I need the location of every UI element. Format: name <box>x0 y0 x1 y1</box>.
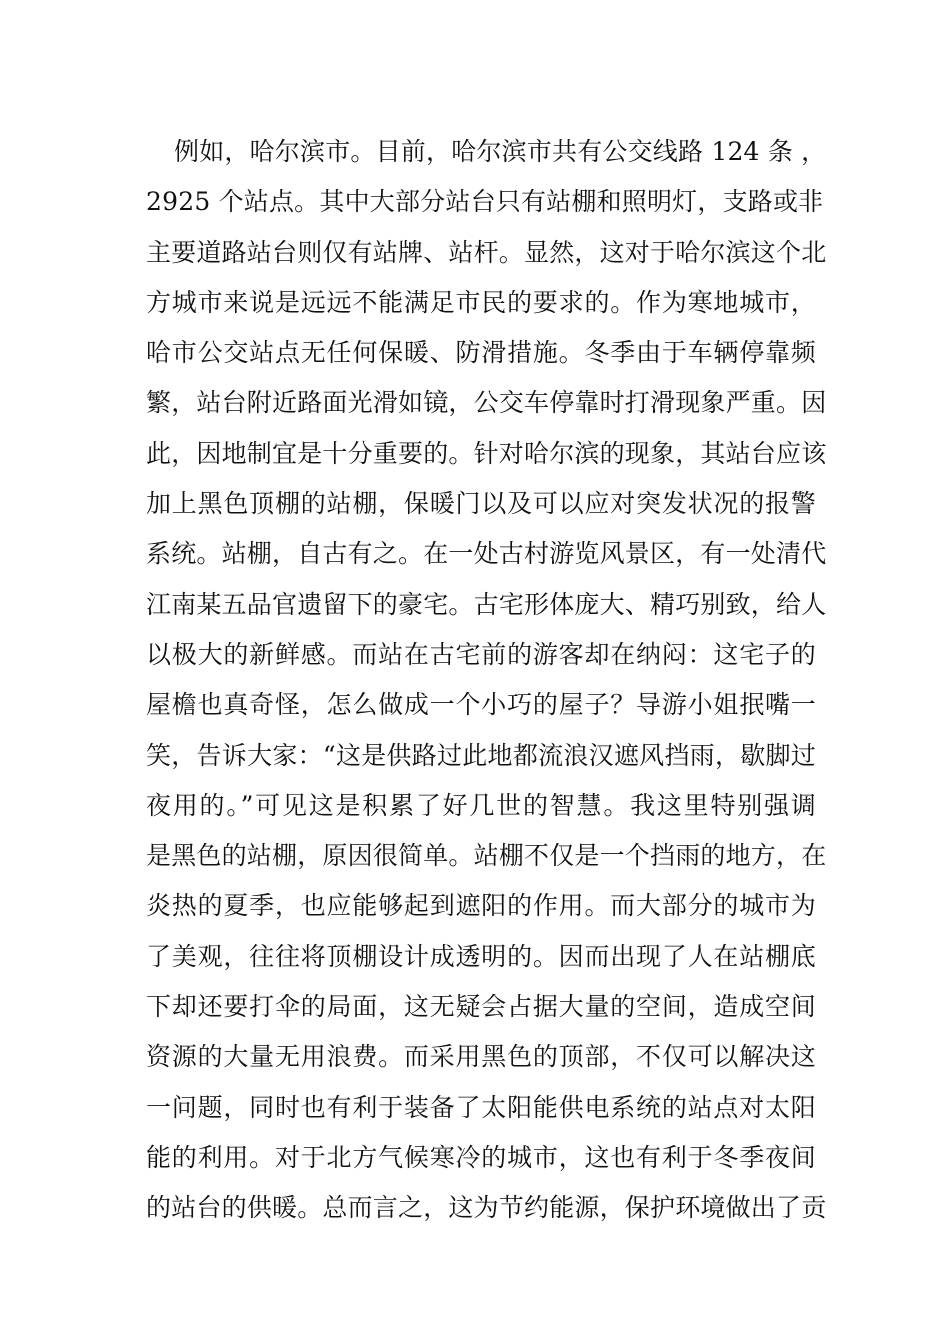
text-line: 加上黑色顶棚的站棚，保暖门以及可以应对突发状况的报警 <box>146 489 816 519</box>
text-line: 了美观，往往将顶棚设计成透明的。因而出现了人在站棚底 <box>146 941 816 971</box>
text-line: 的站台的供暖。总而言之，这为节约能源，保护环境做出了贡 <box>146 1193 827 1223</box>
text-line: 一问题，同时也有利于装备了太阳能供电系统的站点对太阳 <box>146 1092 816 1122</box>
text-line: 江南某五品官遗留下的豪宅。古宅形体庞大、精巧别致，给人 <box>146 589 827 619</box>
text-line: 主要道路站台则仅有站牌、站杆。显然，这对于哈尔滨这个北 <box>146 237 827 267</box>
text-line: 以极大的新鲜感。而站在古宅前的游客却在纳闷：这宅子的 <box>146 639 816 669</box>
text-line: 此，因地制宜是十分重要的。针对哈尔滨的现象，其站台应该 <box>146 438 827 468</box>
text-line: 例如，哈尔滨市。目前，哈尔滨市共有公交线路 124 条 ， <box>174 137 827 166</box>
text-line: 繁，站台附近路面光滑如镜，公交车停靠时打滑现象严重。因 <box>146 388 827 418</box>
text-line: 屋檐也真奇怪，怎么做成一个小巧的屋子？导游小姐抿嘴一 <box>146 690 816 720</box>
text-line: 下却还要打伞的局面，这无疑会占据大量的空间，造成空间 <box>146 992 816 1022</box>
text-line: 炎热的夏季，也应能够起到遮阳的作用。而大部分的城市为 <box>146 891 816 921</box>
text-line: 资源的大量无用浪费。而采用黑色的顶部，不仅可以解决这 <box>146 1042 816 1072</box>
text-line: 系统。站棚，自古有之。在一处古村游览风景区，有一处清代 <box>146 539 827 569</box>
text-line: 哈市公交站点无任何保暖、防滑措施。冬季由于车辆停靠频 <box>146 338 816 368</box>
text-line: 夜用的。”可见这是积累了好几世的智慧。我这里特别强调 <box>146 790 816 820</box>
text-line: 能的利用。对于北方气候寒冷的城市，这也有利于冬季夜间 <box>146 1142 816 1172</box>
text-line: 笑，告诉大家：“这是供路过此地都流浪汉遮风挡雨，歇脚过 <box>146 740 816 770</box>
text-line: 2925 个站点。其中大部分站台只有站棚和照明灯，支路或非 <box>146 187 824 217</box>
text-line: 是黑色的站棚，原因很简单。站棚不仅是一个挡雨的地方，在 <box>146 841 827 871</box>
text-line: 方城市来说是远远不能满足市民的要求的。作为寒地城市， <box>146 287 816 317</box>
paragraph <box>146 127 827 1234</box>
